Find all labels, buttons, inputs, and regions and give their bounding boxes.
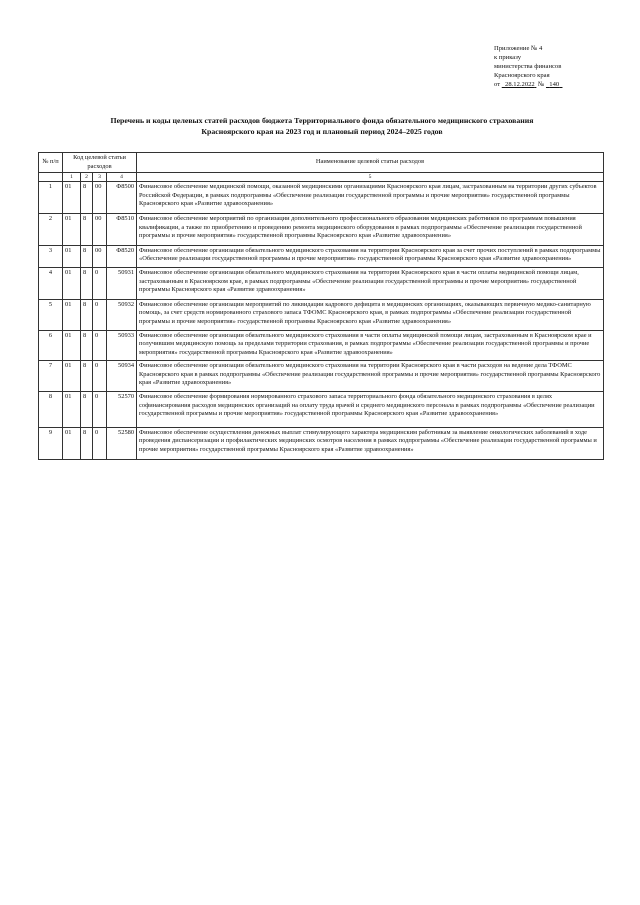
article-name: Финансовое обеспечение осуществления денежных выплат стимулирующего характера медицинским работникам за выявление онкологических заболеваний в ходе проведения диспансеризации и профилактических медицинских осмотров населения в рамках подпрограммы «Обеспечение реализации государственной программы и прочие мероприятия» государственной программы Красноярского края «Развитие здравоохранения» — [137, 427, 604, 459]
code-part-1: 01 — [63, 392, 81, 428]
code-part-1: 01 — [63, 245, 81, 267]
code-part-4: Ф8510 — [107, 213, 137, 245]
code-part-2: 8 — [81, 427, 93, 459]
code-part-2: 8 — [81, 361, 93, 392]
code-part-3: 0 — [93, 361, 107, 392]
code-part-2: 8 — [81, 213, 93, 245]
table-row — [39, 213, 604, 245]
article-name: Финансовое обеспечение формирования нормированного страхового запаса территориального фонда обязательного медицинского страхования в целях софинансирования расходов медицинских организаций на оплату труда врачей и среднего медицинского персонала в рамках подпрограммы «Обеспечение реализации государственной программы и прочие мероприятия» государственной программы Красноярского края «Развитие здравоохранения» — [137, 392, 604, 428]
code-part-4: 50931 — [107, 267, 137, 299]
article-name: Финансовое обеспечение организации обязательного медицинского страхования на территории Красноярского края в части расходов на ведение дела ТФОМС Красноярского края в рамках подпрограммы «Обеспечение реализации государственной программы и прочие мероприятия» государственной программы Красноярского края «Развитие здравоохранения» — [137, 361, 604, 392]
code-part-1: 01 — [63, 299, 81, 330]
appendix-line-4: Красноярского края — [494, 72, 550, 79]
row-number: 9 — [39, 427, 63, 459]
code-part-3: 00 — [93, 213, 107, 245]
code-part-4: 50934 — [107, 361, 137, 392]
code-part-2: 8 — [81, 182, 93, 214]
header-num: № п/п — [39, 153, 63, 173]
title-line-2: Красноярского края на 2023 год и плановый период 2024–2025 годов — [201, 126, 443, 136]
row-number: 4 — [39, 267, 63, 299]
article-name: Финансовое обеспечение медицинской помощи, оказанной медицинскими организациями Красноярского края лицам, застрахованным на территории других субъектов Российской Федерации, в рамках подпрограммы «Обеспечение реализации государственной программы и прочие мероприятия» государственной программы Красноярского края «Развитие здравоохранения» — [137, 182, 604, 214]
code-part-2: 8 — [81, 245, 93, 267]
appendix-block — [494, 44, 614, 89]
code-part-1: 01 — [63, 267, 81, 299]
header-row — [39, 153, 604, 173]
code-part-1: 01 — [63, 427, 81, 459]
title-line-1: Перечень и коды целевых статей расходов бюджета Территориального фонда обязательного медицинского страхования — [110, 116, 534, 125]
number-prefix: № — [538, 81, 545, 88]
code-part-3: 0 — [93, 330, 107, 361]
article-name: Финансовое обеспечение организации обязательного медицинского страхования на территории Красноярского края за счет прочих поступлений в рамках подпрограммы «Обеспечение реализации государственной программы и прочие мероприятия» государственной программы Красноярского края «Развитие здравоохранения» — [137, 245, 604, 267]
target-articles-table — [38, 152, 604, 460]
row-number: 6 — [39, 330, 63, 361]
code-part-4: 52580 — [107, 427, 137, 459]
table-row — [39, 392, 604, 428]
header-name: Наименование целевой статьи расходов — [137, 153, 604, 173]
code-part-3: 00 — [93, 245, 107, 267]
colnum-2: 2 — [81, 173, 93, 182]
table-row — [39, 361, 604, 392]
order-date: 28.12.2022 — [505, 81, 535, 88]
column-numbers-row — [39, 173, 604, 182]
colnum-3: 3 — [93, 173, 107, 182]
colnum-blank — [39, 173, 63, 182]
code-part-3: 0 — [93, 299, 107, 330]
table-row — [39, 330, 604, 361]
code-part-3: 00 — [93, 182, 107, 214]
order-number: 140 — [549, 81, 560, 88]
article-name: Финансовое обеспечение организации мероприятий по ликвидации кадрового дефицита в медицинских организациях, оказывающих первичную медико-санитарную помощь, за счет средств нормированного страхового запаса ТФОМС Красноярского края, в рамках подпрограммы «Обеспечение реализации государственной программы и прочие мероприятия» государственной программы Красноярского края «Развитие здравоохранения» — [137, 299, 604, 330]
appendix-line-1: Приложение № 4 — [494, 45, 543, 52]
code-part-2: 8 — [81, 330, 93, 361]
article-name: Финансовое обеспечение организации обязательного медицинского страхования на территории Красноярского края в части оплаты медицинской помощи лицам, застрахованным в Красноярском крае, в рамках подпрограммы «Обеспечение реализации государственной программы и прочие мероприятия» государственной программы Красноярского края «Развитие здравоохранения» — [137, 267, 604, 299]
table-row — [39, 267, 604, 299]
code-part-1: 01 — [63, 361, 81, 392]
table-row — [39, 245, 604, 267]
article-name: Финансовое обеспечение организации обязательного медицинского страхования в части оплаты медицинской помощи лицам, застрахованным в Красноярском крае и получившим медицинскую помощь за пределами территории страхования, в рамках подпрограммы «Обеспечение реализации государственной программы и прочие мероприятия» государственной программы Красноярского края «Развитие здравоохранения» — [137, 330, 604, 361]
code-part-2: 8 — [81, 267, 93, 299]
code-part-3: 0 — [93, 267, 107, 299]
appendix-line-3: министерства финансов — [494, 63, 562, 70]
row-number: 7 — [39, 361, 63, 392]
document-title — [40, 116, 604, 137]
code-part-2: 8 — [81, 392, 93, 428]
article-name: Финансовое обеспечение мероприятий по организации дополнительного профессионального образования медицинских работников по программам повышения квалификации, а также по приобретению и проведению ремонта медицинского оборудования в рамках подпрограммы «Обеспечение реализации государственной программы и прочие мероприятия» государственной программы Красноярского края «Развитие здравоохранения» — [137, 213, 604, 245]
code-part-2: 8 — [81, 299, 93, 330]
appendix-date-line — [494, 80, 614, 89]
row-number: 3 — [39, 245, 63, 267]
colnum-4: 4 — [107, 173, 137, 182]
colnum-5: 5 — [137, 173, 604, 182]
row-number: 5 — [39, 299, 63, 330]
date-prefix: от — [494, 81, 501, 88]
code-part-1: 01 — [63, 182, 81, 214]
code-part-4: 50933 — [107, 330, 137, 361]
code-part-4: 50932 — [107, 299, 137, 330]
code-part-4: 52570 — [107, 392, 137, 428]
colnum-1: 1 — [63, 173, 81, 182]
code-part-1: 01 — [63, 330, 81, 361]
header-codes: Код целевой статьи расходов — [63, 153, 137, 173]
row-number: 1 — [39, 182, 63, 214]
table-row — [39, 299, 604, 330]
table-row — [39, 427, 604, 459]
table-row — [39, 182, 604, 214]
row-number: 2 — [39, 213, 63, 245]
code-part-3: 0 — [93, 392, 107, 428]
code-part-1: 01 — [63, 213, 81, 245]
code-part-3: 0 — [93, 427, 107, 459]
code-part-4: Ф8500 — [107, 182, 137, 214]
appendix-line-2: к приказу — [494, 54, 521, 61]
row-number: 8 — [39, 392, 63, 428]
code-part-4: Ф8520 — [107, 245, 137, 267]
